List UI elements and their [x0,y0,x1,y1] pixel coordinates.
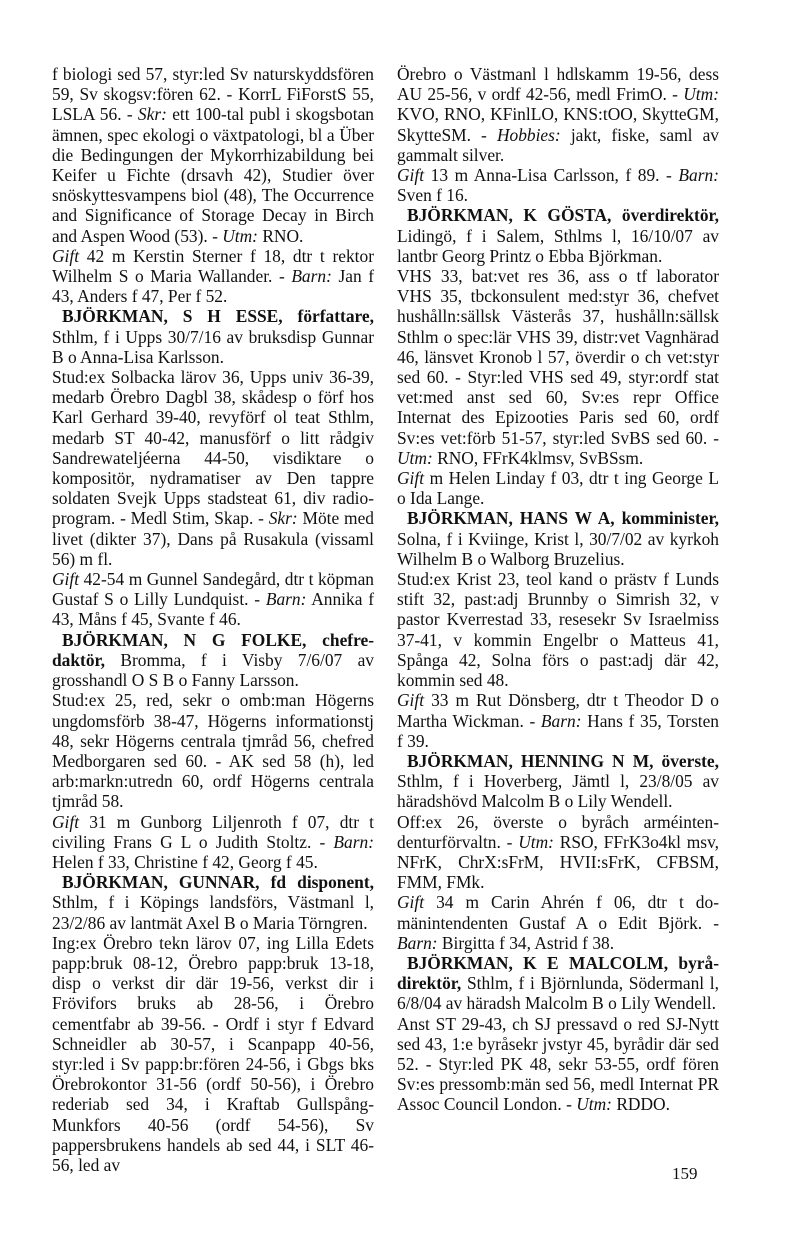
bio-paragraph [52,569,374,630]
bio-entry-header [397,205,719,266]
field-label: Utm: [683,84,719,105]
field-label: Gift [397,892,425,913]
text-segment: Stud:ex Solbacka lärov 36, Upps univ 36-39, medarb Örebro Dagbl 38, skådesp o förf hos Karl Gerhard 39-40, revyförf ol teat Sthlm, medarb ST 40-42, manusförf o litt rådgiv Sandrewateljéerna 44-50, visdiktare o kompositör, nydramatiser av Den tappre soldaten Svejk Upps stadsteat 61, div radioprogram. - Medl Stim, Skap. - [52,367,374,529]
bio-paragraph [397,64,719,165]
text-segment: Lidingö, f i Salem, Sthlms l, 16/10/07 av lantbr Georg Printz o Ebba Björkman. [397,225,719,266]
text-segment: Stud:ex 25, red, sekr o omb:man Högerns ungdomsförb 38-47, Högerns informationstj 48, sekr Högerns centrala tjmråd 56, chefred Medborgaren sed 60. - AK sed 58 (h), led arb:markn:utredn 60, ordf Högerns centrala tjmråd 58. [52,690,374,812]
field-label: Barn: [265,589,307,610]
text-segment: Off:ex 26, överste o byråch arméintendenturförvaltn. - [397,811,719,852]
text-segment: Birgitta f 34, Astrid f 38. [437,932,615,953]
text-segment: Helen f 33, Christine f 42, Georg f 45. [52,851,318,872]
bio-paragraph [52,64,374,246]
entry-name: BJÖRKMAN, K E MALCOLM, byrådirektör, [397,952,719,994]
field-label: Utm: [397,447,433,468]
text-segment: m Helen Linday f 03, dtr t ing George L o Ida Lange. [397,468,719,509]
text-segment: RSO, FFrK3o4kl msv, NFrK, ChrX:sFrM, HVII:sFrK, CFBSM, FMM, FMk. [397,831,719,893]
text-segment: 42-54 m Gunnel Sandegård, dtr t köpman Gustaf S o Lilly Lundquist. - [52,569,374,610]
bio-paragraph [397,690,719,751]
text-segment: Stud:ex Krist 23, teol kand o prästv f Lunds stift 32, past:adj Brunnby o Simrish 32, v pastor Kverrestad 33, resesekr Sv Israelmiss 37-41, v kommin Engelbr o Matteus 41, Spånga 42, Solna förs o past:adj där 42, kommin sed 48. [397,569,719,691]
bio-paragraph [397,266,719,468]
field-label: Utm: [222,225,258,246]
text-segment: KVO, RNO, KFinlLO, KNS:tOO, SkytteGM, SkytteSM. - [397,104,719,145]
bio-paragraph [52,690,374,811]
bio-paragraph [397,1014,719,1115]
text-segment: Sthlm, f i Hoverberg, Jämtl l, 23/8/05 av häradshövd Malcolm B o Lily Wendell. [397,771,719,812]
bio-paragraph [397,892,719,953]
bio-paragraph [52,367,374,569]
page-number: 159 [672,1164,698,1183]
field-label: Barn: [678,165,719,186]
field-label: Skr: [268,508,298,529]
text-segment: Möte med livet (dikter 37), Dans på Rusakula (vissaml 56) m fl. [52,508,374,569]
field-label: Gift [52,569,80,590]
bio-paragraph [52,812,374,873]
text-segment: Sthlm, f i Björnlunda, Södermanl l, 6/8/04 av häradsh Malcolm B o Lily Wendell. [397,973,719,1014]
field-label: Barn: [333,831,374,852]
bio-paragraph [52,933,374,1175]
field-label: Gift [397,468,425,489]
text-segment: 42 m Kerstin Sterner f 18, dtr t rektor Wilhelm S o Maria Wallander. - [52,245,374,287]
entry-name: BJÖRKMAN, GUNNAR, fd disponent, [62,872,374,893]
bio-entry-header [397,751,719,812]
entry-name: BJÖRKMAN, HENNING N M, överste, [407,750,719,771]
field-label: Gift [397,690,425,711]
text-segment: RDDO. [611,1094,670,1115]
bio-paragraph [397,812,719,893]
field-label: Gift [52,811,80,832]
entry-name: BJÖRKMAN, N G FOLKE, chefredaktör, [52,629,374,670]
field-label: Skr: [137,104,167,125]
text-segment: Hans f 35, Torsten f 39. [397,710,719,751]
bio-paragraph [397,165,719,205]
field-label: Gift [397,165,425,186]
field-label: Utm: [576,1094,612,1115]
bio-entry-header [52,872,374,933]
text-segment: Sven f 16. [397,185,469,206]
entry-name: BJÖRKMAN, K GÖSTA, överdirektör, [407,205,719,226]
field-label: Gift [52,245,80,266]
text-segment: Sthlm, f i Köpings landsförs, Västmanl l, 23/2/86 av lantmät Axel B o Maria Törngren. [52,892,374,933]
entry-name: BJÖRKMAN, S H ESSE, författare, [62,306,374,327]
bio-paragraph [397,468,719,508]
text-segment: Sthlm, f i Upps 30/7/16 av bruksdisp Gunnar B o Anna-Lisa Karlsson. [52,326,374,367]
field-label: Utm: [518,831,554,852]
field-label: Barn: [291,266,332,287]
text-segment: RNO, FFrK4klmsv, SvBSsm. [432,447,644,468]
bio-paragraph [397,569,719,690]
text-segment: 33 m Rut Dönsberg, dtr t Theodor D o Martha Wickman. - [397,690,719,731]
text-segment: Ing:ex Örebro tekn lärov 07, ing Lilla Edets papp:bruk 08-12, Örebro papp:bruk 13-18, disp o verkst dir där 19-56, verkst dir i Frövifors bruks ab 28-56, i Örebro cementfabr ab 39-56. - Ordf i styr f Edvard Schneidler ab 30-57, i Scanpapp 40-56, styr:led i Sv papp:br:fören 24-56, i Gbgs bks Örebrokontor 31-56 (ordf 50-56), i Örebro rederiab sed 34, i Kraftab Gullspång-Munkfors 40-56 (ordf 54-56), Sv pappersbrukens handels ab sed 44, i SLT 46-56, led av [52,932,374,1175]
bio-entry-header [397,953,719,1014]
bio-paragraph [52,246,374,307]
text-segment: Solna, f i Kviinge, Krist l, 30/7/02 av kyrkoh Wilhelm B o Walborg Bruzelius. [397,528,719,569]
bio-entry-header [397,508,719,569]
left-column [52,64,374,1175]
text-segment: 34 m Carin Ahrén f 06, dtr t domänintendenten Gustaf A o Edit Björk. - [397,892,719,933]
text-segment: 31 m Gunborg Liljenroth f 07, dtr t civiling Frans G L o Judith Stoltz. - [52,811,374,852]
text-segment: RNO. [257,225,304,246]
text-segment: f biologi sed 57, styr:led Sv naturskyddsfören 59, Sv skogsv:fören 62. - KorrL FiForstS 55, LSLA 56. - [52,64,374,125]
field-label: Barn: [397,932,438,953]
text-segment: ett 100-tal publ i skogsbotan ämnen, spec ekologi o växtpatologi, bl a Über die Bedingungen der Mykorrhizabildung bei Keifer u Fichte (drsavh 42), Studier över snöskyttesvampens biol (48), The Occurrence and Significance of Storage Decay in Birch and Aspen Wood (53). - [52,104,375,246]
entry-name: BJÖRKMAN, HANS W A, komminister, [407,508,719,529]
text-segment: 13 m Anna-Lisa Carlsson, f 89. - [424,165,679,186]
bio-entry-header [52,630,374,691]
text-segment: Örebro o Västmanl l hdlskamm 19-56, dess AU 25-56, v ordf 42-56, medl FrimO. - [397,64,719,105]
field-label: Barn: [540,710,582,731]
text-segment: Bromma, f i Visby 7/6/07 av grosshandl O S B o Fanny Larsson. [52,649,374,691]
field-label: Hobbies: [496,124,561,145]
text-segment: VHS 33, bat:vet res 36, ass o tf laborator VHS 35, tbckonsulent med:styr 36, chefvet hushålln:sällsk Västerås 37, hushålln:sällsk Sthlm o spec:lär VHS 39, distr:vet Vagnhärad 46, länsvet Kronob l 57, överdir o ch vet:styr sed 60. - Styr:led VHS sed 49, styr:ordf stat vet:med anst sed 60, Sv:es repr Office Internat des Epizooties Paris sed 60, ordf Sv:es vet:förb 51-57, styr:led SvBS sed 60. - [397,266,719,448]
right-column [397,64,719,1115]
bio-entry-header [52,306,374,367]
text-segment: Annika f 43, Måns f 45, Svante f 46. [52,589,374,630]
text-segment: jakt, fiske, saml av gammalt silver. [397,124,719,165]
text-segment: Jan f 43, Anders f 47, Per f 52. [52,266,374,307]
text-segment: Anst ST 29-43, ch SJ pressavd o red SJ-Nytt sed 43, 1:e byråsekr jvstyr 45, byrådir där sed 52. - Styr:led PK 48, sekr 53-55, ordf fören Sv:es pressomb:män sed 56, medl Internat PR Assoc Council London. - [397,1013,719,1115]
